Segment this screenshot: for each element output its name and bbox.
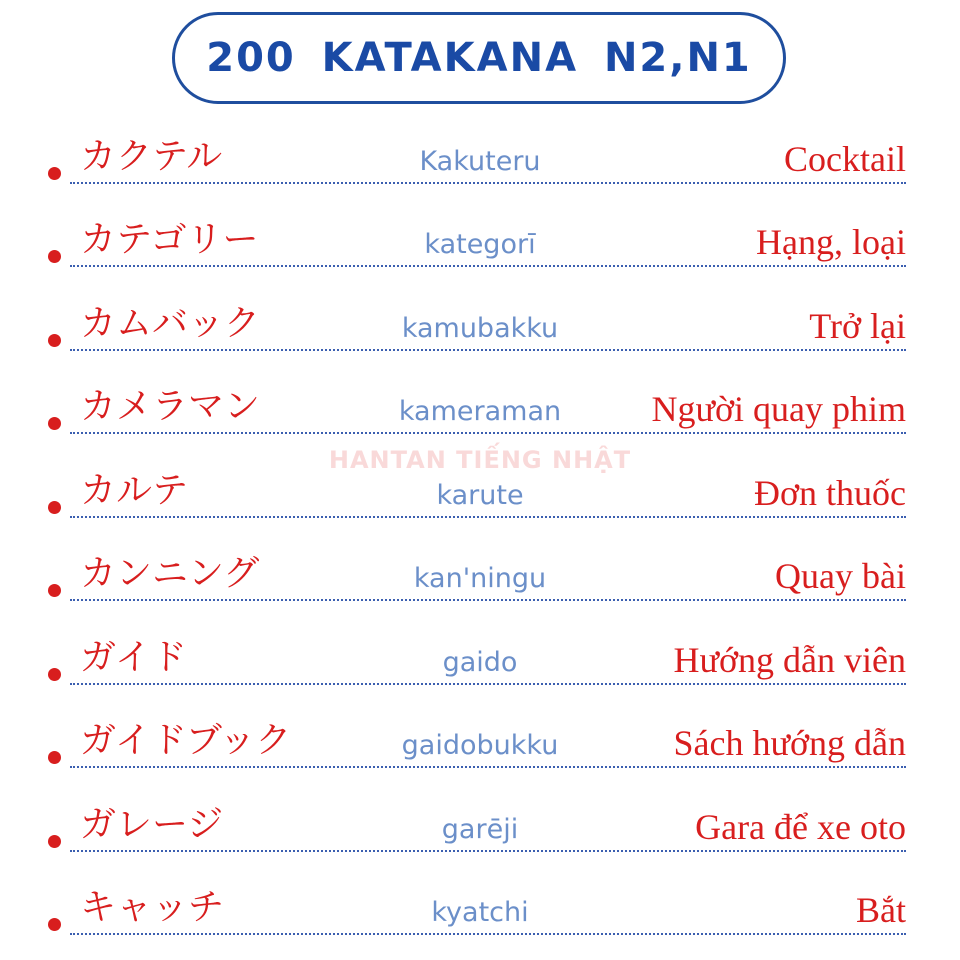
bullet-icon [48,250,61,263]
bullet-icon [48,417,61,430]
romaji-reading: gaidobukku [401,730,559,761]
dotted-underline [70,683,906,685]
vietnamese-meaning: Quay bài [775,556,906,596]
vocab-row [44,366,906,450]
vocab-row [44,533,906,617]
katakana-word: ガイドブック [80,720,292,761]
katakana-word: カルテ [80,470,189,511]
vietnamese-meaning: Gara để xe oto [695,807,906,847]
vietnamese-meaning: Cocktail [784,139,906,179]
katakana-word: カンニング [80,553,260,594]
dotted-underline [70,599,906,601]
vocab-row [44,784,906,868]
romaji-reading: kameraman [398,396,562,427]
dotted-underline [70,766,906,768]
bullet-icon [48,918,61,931]
bullet-icon [48,501,61,514]
bullet-icon [48,668,61,681]
dotted-underline [70,432,906,434]
page-title: 200 KATAKANA N2,N1 [206,35,752,81]
romaji-reading: gaido [442,647,518,678]
vocab-row [44,867,906,951]
dotted-underline [70,349,906,351]
katakana-word: キャッチ [80,887,225,928]
vietnamese-meaning: Hướng dẫn viên [673,640,906,680]
bullet-icon [48,751,61,764]
bullet-icon [48,835,61,848]
vietnamese-meaning: Trở lại [809,306,906,346]
bullet-icon [48,167,61,180]
dotted-underline [70,265,906,267]
vocab-row [44,199,906,283]
romaji-reading: karute [436,480,524,511]
vietnamese-meaning: Đơn thuốc [753,473,906,513]
dotted-underline [70,516,906,518]
vocab-row [44,450,906,534]
vietnamese-meaning: Sách hướng dẫn [673,723,906,763]
vocab-row [44,116,906,200]
katakana-word: ガイド [80,637,187,678]
romaji-reading: kyatchi [431,897,529,928]
vietnamese-meaning: Hạng, loại [756,222,906,262]
watermark: HANTAN TIẾNG NHẬT [328,446,632,474]
dotted-underline [70,182,906,184]
katakana-word: カメラマン [80,386,261,427]
vocab-row [44,700,906,784]
vietnamese-meaning: Người quay phim [651,389,906,429]
katakana-word: カムバック [80,303,261,344]
romaji-reading: Kakuteru [419,146,541,177]
dotted-underline [70,933,906,935]
romaji-reading: kategorī [424,229,536,260]
dotted-underline [70,850,906,852]
vocab-row [44,617,906,701]
bullet-icon [48,334,61,347]
katakana-word: カテゴリー [80,219,259,260]
vietnamese-meaning: Bắt [856,890,906,930]
vocab-row [44,283,906,367]
bullet-icon [48,584,61,597]
romaji-reading: kan'ningu [413,563,547,594]
katakana-word: カクテル [80,136,223,177]
romaji-reading: kamubakku [401,313,559,344]
romaji-reading: garēji [441,814,519,845]
katakana-word: ガレージ [80,804,224,845]
